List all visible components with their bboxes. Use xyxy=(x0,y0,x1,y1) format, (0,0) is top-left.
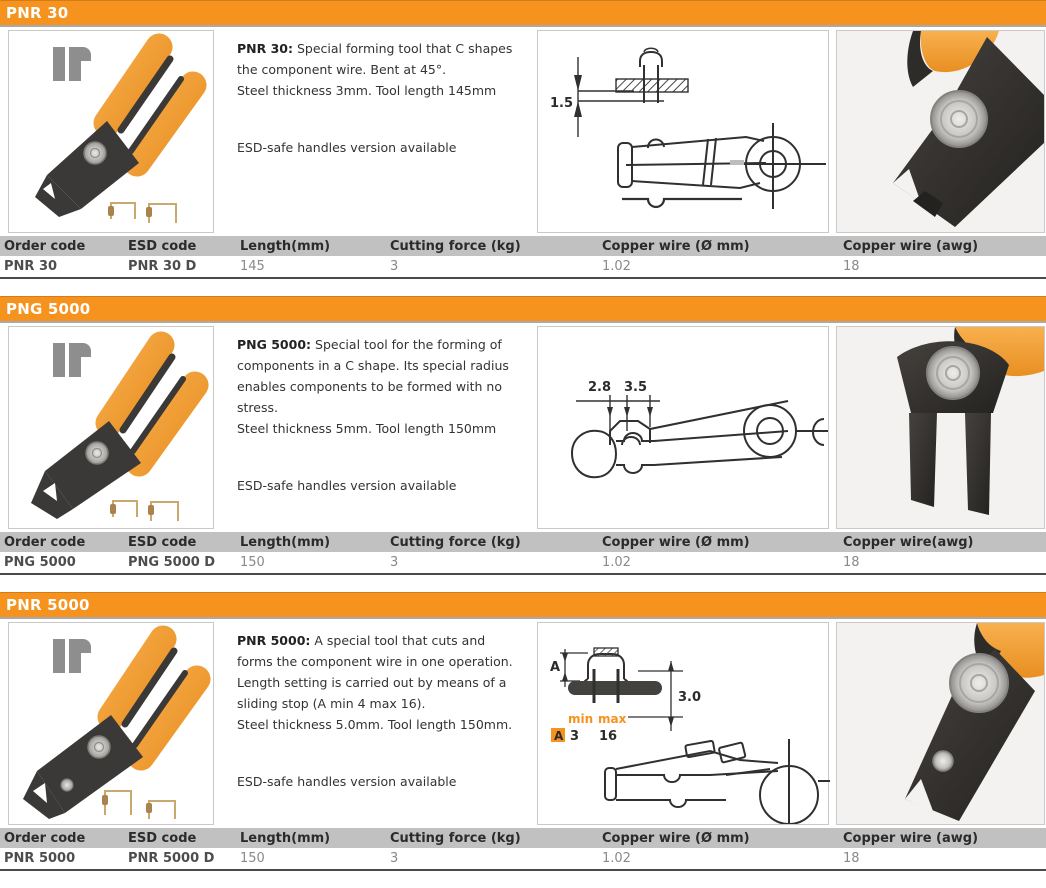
dim-a-label: A xyxy=(550,660,561,675)
component-wires xyxy=(113,501,178,521)
spec-table-row xyxy=(0,552,1046,574)
spec-table xyxy=(0,828,1046,871)
copper-mm-value: 1.02 xyxy=(602,259,631,274)
tool-tip-closeup-illustration xyxy=(837,623,1044,824)
piergiacomi-logo-icon xyxy=(53,47,91,81)
spec-line: Steel thickness 5mm. Tool length 150mm xyxy=(237,421,497,436)
esd-code-value: PNR 5000 D xyxy=(128,851,215,866)
copper-mm-value: 1.02 xyxy=(602,851,631,866)
tool-tip-closeup-illustration xyxy=(837,31,1044,232)
description-text: Special tool for the forming of components in a C shape. Its special radius enables components to be formed with no stress. xyxy=(237,337,509,415)
col-copper-awg: Copper wire (awg) xyxy=(839,236,1046,256)
col-copper-awg: Copper wire(awg) xyxy=(839,532,1046,552)
spec-table xyxy=(0,236,1046,279)
forming-diagram-illustration xyxy=(538,327,828,528)
esd-note: ESD-safe handles version available xyxy=(237,140,457,155)
dim-pin-length-label: 3.0 xyxy=(678,690,702,705)
max-label: max xyxy=(598,712,627,726)
technical-diagram xyxy=(537,30,829,233)
product-content-row xyxy=(8,326,1046,529)
length-value: 150 xyxy=(240,851,265,866)
product-description xyxy=(214,326,537,529)
col-length: Length(mm) xyxy=(236,532,386,552)
col-order-code: Order code xyxy=(0,236,124,256)
product-header-bar xyxy=(0,592,1046,619)
product-photo xyxy=(8,30,214,233)
technical-diagram xyxy=(537,622,829,825)
dim-thickness-label: 1.5 xyxy=(550,96,574,111)
col-copper-mm: Copper wire (Ø mm) xyxy=(598,828,839,848)
closeup-photo xyxy=(836,326,1045,529)
esd-note: ESD-safe handles version available xyxy=(237,774,457,789)
product-header-bar xyxy=(0,296,1046,323)
spec-line: Steel thickness 3mm. Tool length 145mm xyxy=(237,83,497,98)
pliers-photo-illustration xyxy=(9,31,213,232)
cutting-force-value: 3 xyxy=(390,259,399,274)
col-copper-mm: Copper wire (Ø mm) xyxy=(598,236,839,256)
col-length: Length(mm) xyxy=(236,236,386,256)
a-box-letter: A xyxy=(554,729,564,743)
product-description xyxy=(214,622,537,825)
col-cutting-force: Cutting force (kg) xyxy=(386,236,598,256)
cut-and-form-diagram-illustration xyxy=(538,623,830,824)
spec-table-row xyxy=(0,848,1046,870)
length-value: 145 xyxy=(240,259,265,274)
spec-table-row xyxy=(0,256,1046,278)
product-photo xyxy=(8,622,214,825)
component-wires xyxy=(111,203,176,223)
esd-code-value: PNG 5000 D xyxy=(128,555,216,570)
length-value: 150 xyxy=(240,555,265,570)
order-code-value: PNG 5000 xyxy=(4,555,76,570)
pliers-photo-illustration xyxy=(9,623,213,824)
tool-tip-closeup-illustration xyxy=(837,327,1044,528)
product-title: PNR 30 xyxy=(6,4,69,22)
closeup-photo xyxy=(836,622,1045,825)
product-section-pnr5000 xyxy=(0,592,1046,871)
dim-left-label: 2.8 xyxy=(588,380,612,395)
product-section-pnr30 xyxy=(0,0,1046,279)
product-section-png5000 xyxy=(0,296,1046,575)
spec-table-header-row xyxy=(0,532,1046,552)
a-min-value: 3 xyxy=(570,729,580,744)
cutting-force-value: 3 xyxy=(390,851,399,866)
order-code-value: PNR 5000 xyxy=(4,851,76,866)
piergiacomi-logo-icon xyxy=(53,639,91,673)
product-code-label: PNR 30: xyxy=(237,41,293,56)
spec-line: Steel thickness 5.0mm. Tool length 150mm. xyxy=(237,717,513,732)
col-esd-code: ESD code xyxy=(124,236,236,256)
product-description xyxy=(214,30,537,233)
a-max-value: 16 xyxy=(599,729,618,744)
product-content-row xyxy=(8,30,1046,233)
piergiacomi-logo-icon xyxy=(53,343,91,377)
col-copper-awg: Copper wire (awg) xyxy=(839,828,1046,848)
pliers-photo-illustration xyxy=(9,327,213,528)
product-content-row xyxy=(8,622,1046,825)
copper-awg-value: 18 xyxy=(843,851,860,866)
min-label: min xyxy=(568,712,594,726)
dim-right-label: 3.5 xyxy=(624,380,648,395)
product-title: PNR 5000 xyxy=(6,596,90,614)
product-title: PNG 5000 xyxy=(6,300,91,318)
col-copper-mm: Copper wire (Ø mm) xyxy=(598,532,839,552)
technical-diagram xyxy=(537,326,829,529)
product-code-label: PNR 5000: xyxy=(237,633,311,648)
esd-code-value: PNR 30 D xyxy=(128,259,197,274)
col-length: Length(mm) xyxy=(236,828,386,848)
description-text: A special tool that cuts and forms the component wire in one operation. Length setting is carried out by means of a sliding stop (A min 4 max 16). xyxy=(237,633,513,711)
esd-note: ESD-safe handles version available xyxy=(237,478,457,493)
spec-table xyxy=(0,532,1046,575)
col-order-code: Order code xyxy=(0,532,124,552)
product-header-bar xyxy=(0,0,1046,27)
closeup-photo xyxy=(836,30,1045,233)
cutting-force-value: 3 xyxy=(390,555,399,570)
order-code-value: PNR 30 xyxy=(4,259,58,274)
col-esd-code: ESD code xyxy=(124,828,236,848)
copper-awg-value: 18 xyxy=(843,259,860,274)
spec-table-header-row xyxy=(0,828,1046,848)
product-code-label: PNG 5000: xyxy=(237,337,312,352)
spec-table-header-row xyxy=(0,236,1046,256)
col-cutting-force: Cutting force (kg) xyxy=(386,828,598,848)
col-order-code: Order code xyxy=(0,828,124,848)
description-text: Special forming tool that C shapes the component wire. Bent at 45°. xyxy=(237,41,513,77)
copper-mm-value: 1.02 xyxy=(602,555,631,570)
component-wires xyxy=(105,791,175,819)
col-esd-code: ESD code xyxy=(124,532,236,552)
forming-diagram-illustration xyxy=(538,31,828,232)
product-photo xyxy=(8,326,214,529)
col-cutting-force: Cutting force (kg) xyxy=(386,532,598,552)
copper-awg-value: 18 xyxy=(843,555,860,570)
